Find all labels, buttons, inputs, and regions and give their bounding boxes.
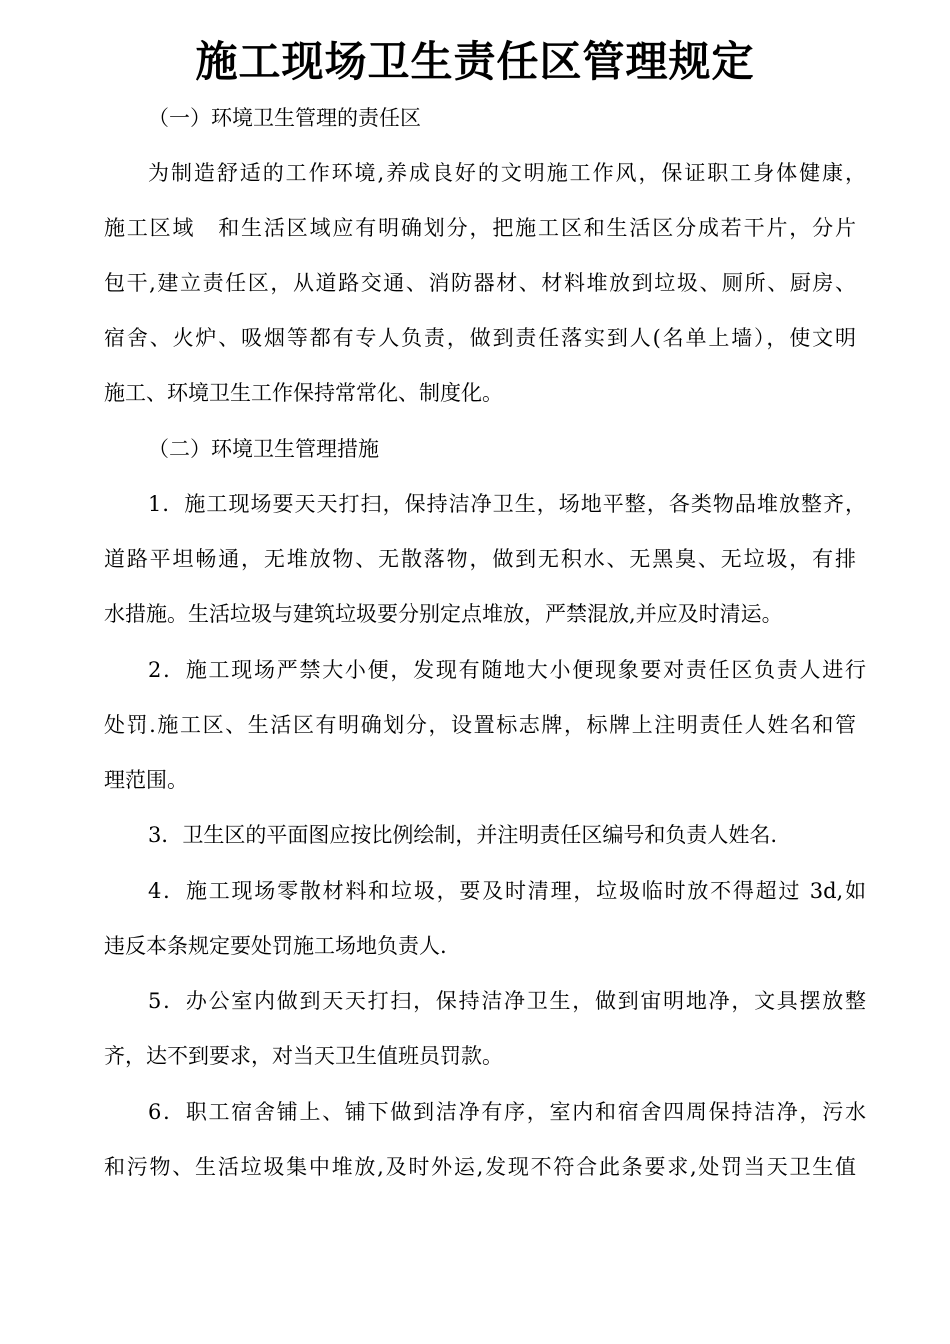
paragraph-line: 处罚.施工区、生活区有明确划分，设置标志牌，标牌上注明责任人姓名和管 — [104, 713, 856, 737]
paragraph-line: 宿舍、火炉、吸烟等都有专人负责，做到责任落实到人(名单上墙），使文明 — [104, 326, 856, 350]
paragraph-line: 水措施。生活垃圾与建筑垃圾要分别定点堆放，严禁混放,并应及时清运。 — [104, 602, 783, 626]
paragraph-line: 道路平坦畅通，无堆放物、无散落物，做到无积水、无黑臭、无垃圾，有排 — [104, 547, 856, 571]
section-heading-1: （一）环境卫生管理的责任区 — [148, 106, 421, 130]
paragraph-line: 3．卫生区的平面图应按比例绘制，并注明责任区编号和负责人姓名. — [148, 823, 778, 847]
paragraph-line: 理范围。 — [104, 768, 188, 792]
paragraph-line: 1．施工现场要天天打扫，保持洁净卫生，场地平整，各类物品堆放整齐， — [148, 492, 866, 516]
paragraph-line: 施工、环境卫生工作保持常常化、制度化。 — [104, 381, 503, 405]
paragraph-line: 施工区域 和生活区域应有明确划分，把施工区和生活区分成若干片，分片 — [104, 216, 856, 240]
paragraph-line: 5．办公室内做到天天打扫，保持洁净卫生，做到宙明地净，文具摆放整 — [148, 989, 866, 1013]
paragraph-line: 齐，达不到要求，对当天卫生值班员罚款。 — [104, 1044, 503, 1068]
paragraph-line: 6．职工宿舍铺上、铺下做到洁净有序，室内和宿舍四周保持洁净，污水 — [148, 1100, 866, 1124]
section-heading-2: （二）环境卫生管理措施 — [148, 437, 379, 461]
paragraph-line: 4．施工现场零散材料和垃圾，要及时清理，垃圾临时放不得超过 3d,如 — [148, 879, 866, 903]
paragraph-line: 包干,建立责任区，从道路交通、消防器材、材料堆放到垃圾、厕所、厨房、 — [104, 271, 856, 295]
paragraph-line: 2．施工现场严禁大小便，发现有随地大小便现象要对责任区负责人进行 — [148, 658, 866, 682]
paragraph-line: 和污物、生活垃圾集中堆放,及时外运,发现不符合此条要求,处罚当天卫生值 — [104, 1155, 856, 1179]
document-title: 施工现场卫生责任区管理规定 — [195, 37, 755, 86]
paragraph-line: 为制造舒适的工作环境,养成良好的文明施工作风，保证职工身体健康， — [148, 161, 866, 185]
paragraph-line: 违反本条规定要处罚施工场地负责人. — [104, 934, 447, 958]
